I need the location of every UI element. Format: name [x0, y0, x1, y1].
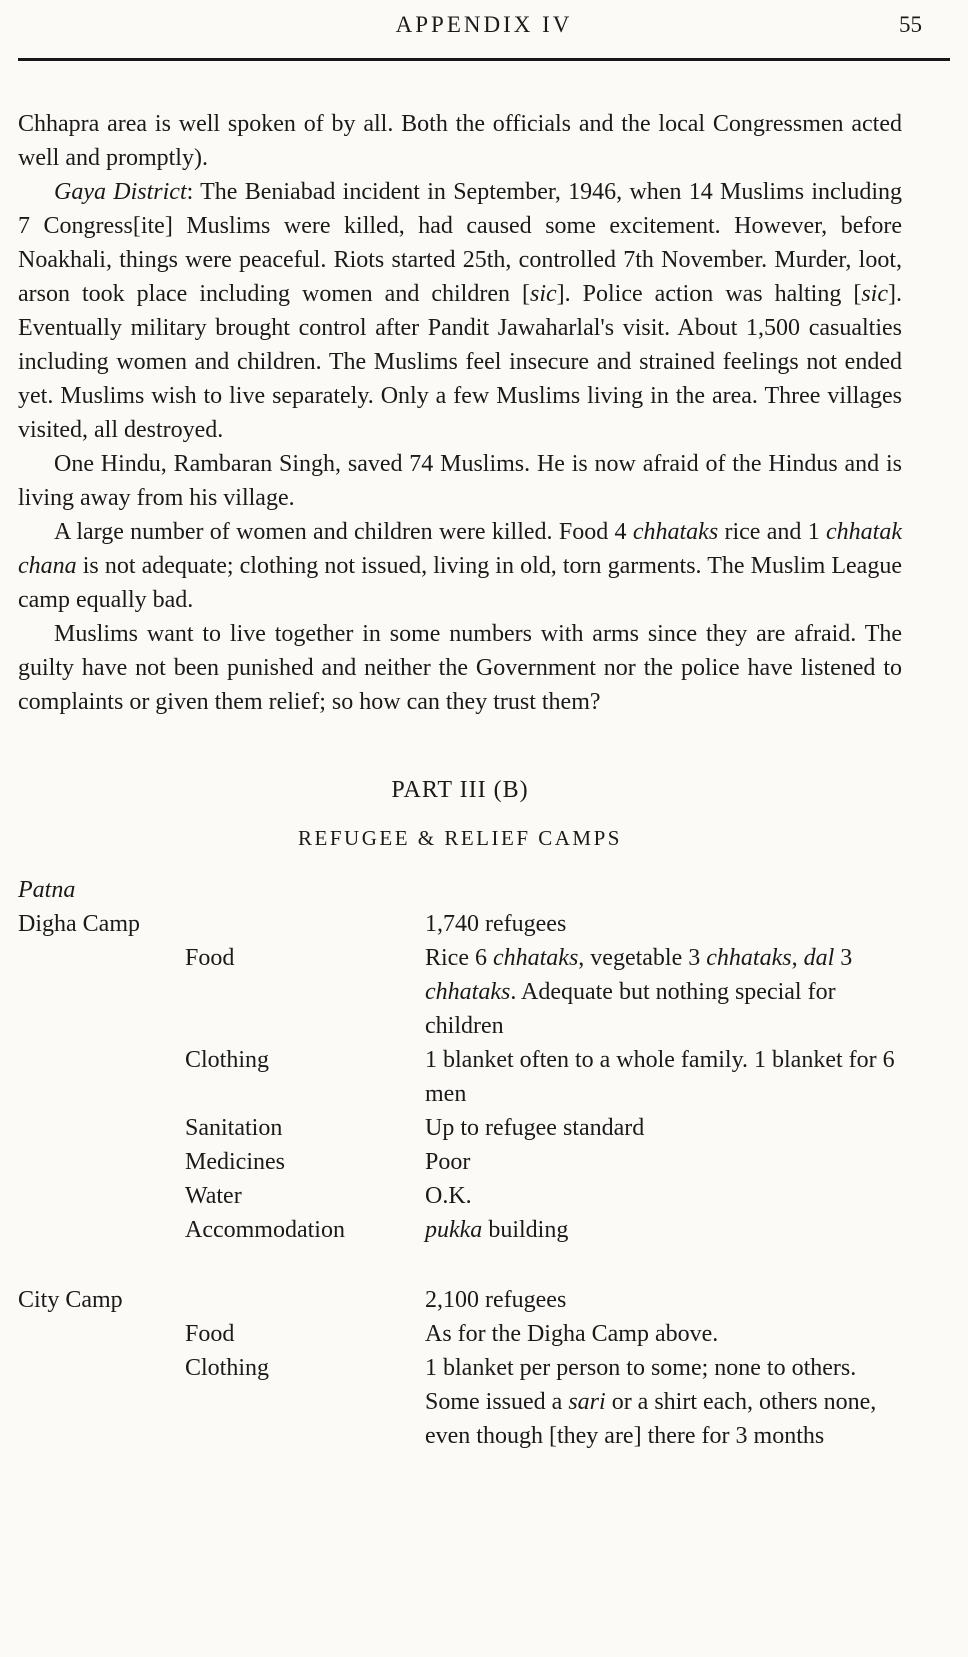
text: ,	[791, 945, 804, 971]
italic-text: sari	[568, 1389, 606, 1415]
camp-row-label: Food	[185, 1321, 235, 1347]
camp-name: Digha Camp	[18, 911, 140, 937]
text: O.K.	[425, 1183, 472, 1209]
camp-block	[18, 1283, 902, 1453]
text: ]. Eventually military brought control after Pandit Jawaharlal's visit. About 1,500 casualties including women and children. The Muslims feel insecure and strained feelings not ended yet. Muslims wish to live separately. Only a few Muslims living in the area. Three villages visited, all destroyed.	[18, 281, 902, 443]
paragraph	[18, 617, 902, 719]
italic-text: chhataks	[492, 945, 579, 971]
camp-row-label: Sanitation	[185, 1115, 283, 1141]
camp-row-value	[425, 1043, 902, 1111]
page-content	[18, 61, 950, 1453]
paragraph	[18, 515, 902, 617]
text: A large number of women and children were killed. Food 4	[54, 519, 633, 545]
text: or a shirt each, others none, even though [they are] there for 3 months	[425, 1389, 877, 1449]
camp-row-value	[425, 1179, 902, 1213]
text: Poor	[425, 1149, 471, 1175]
text: 1 blanket often to a whole family. 1 blanket for 6 men	[425, 1047, 895, 1107]
italic-text: dal	[803, 945, 835, 971]
italic-text: pukka	[425, 1217, 483, 1243]
text: Rice 6	[425, 945, 493, 971]
appendix-title: APPENDIX IV	[395, 12, 573, 37]
camp-row-label: Clothing	[185, 1047, 270, 1073]
text: 1 blanket per person to some; none to others. Some issued a	[425, 1355, 857, 1415]
italic-text: chhataks	[632, 519, 719, 545]
camp-row-value	[425, 1213, 902, 1247]
region-label: Patna	[18, 877, 76, 903]
italic-text: chhataks	[425, 979, 511, 1005]
camp-row-label: Medicines	[185, 1149, 285, 1175]
text: One Hindu, Rambaran Singh, saved 74 Muslims. He is now afraid of the Hindus and is living away from his village.	[18, 451, 902, 511]
camps-table	[18, 907, 902, 1453]
text: . Adequate but nothing special for children	[425, 979, 836, 1039]
paragraph	[18, 107, 902, 175]
camp-row-value	[425, 941, 902, 1043]
text: : The Beniabad incident in September, 1946, when 14 Muslims including 7 Congress[ite] Muslims were killed, had caused some excitement. However, before Noakhali, things were peaceful. Riots started 25th, controlled 7th November. Murder, loot, arson took place including women and children [	[18, 179, 902, 307]
text: 3	[834, 945, 853, 971]
page-number: 55	[899, 12, 922, 37]
text: Up to refugee standard	[425, 1115, 645, 1141]
camp-row-label: Clothing	[185, 1355, 270, 1381]
italic-text: chhataks	[706, 945, 792, 971]
text: ]. Police action was halting [	[556, 281, 862, 307]
text: Muslims want to live together in some numbers with arms since they are afraid. The guilty have not been punished and neither the Government nor the police have listened to complaints or given them relief; so how can they trust them?	[18, 621, 902, 715]
section-heading: REFUGEE & RELIEF CAMPS	[298, 826, 622, 850]
camp-row-value	[425, 1145, 902, 1179]
paragraph	[18, 447, 902, 515]
part-heading: PART III (B)	[391, 777, 529, 803]
camp-block	[18, 907, 902, 1247]
camp-row-value	[425, 1111, 902, 1145]
camp-row-label: Accommodation	[185, 1217, 345, 1243]
camp-row-value	[425, 1351, 902, 1453]
page-header	[18, 0, 950, 58]
camp-refugee-count: 2,100 refugees	[425, 1287, 567, 1313]
italic-text: sic	[529, 281, 557, 307]
body-paragraphs	[18, 107, 902, 719]
text: , vegetable 3	[578, 945, 707, 971]
text: As for the Digha Camp above.	[425, 1321, 719, 1347]
camp-refugee-count: 1,740 refugees	[425, 911, 567, 937]
camp-row-label: Water	[185, 1183, 242, 1209]
italic-text: chhatak chana	[18, 519, 902, 579]
text: Chhapra area is well spoken of by all. Both the officials and the local Congressmen acted well and promptly).	[18, 111, 902, 171]
camp-row-value	[425, 1317, 902, 1351]
paragraph	[18, 175, 902, 447]
camp-row-label: Food	[185, 945, 235, 971]
italic-text: Gaya District	[54, 179, 187, 205]
italic-text: sic	[861, 281, 888, 307]
text: is not adequate; clothing not issued, living in old, torn garments. The Muslim League camp equally bad.	[18, 553, 902, 613]
text: rice and 1	[718, 519, 827, 545]
camp-name: City Camp	[18, 1287, 123, 1313]
text: building	[482, 1217, 569, 1243]
